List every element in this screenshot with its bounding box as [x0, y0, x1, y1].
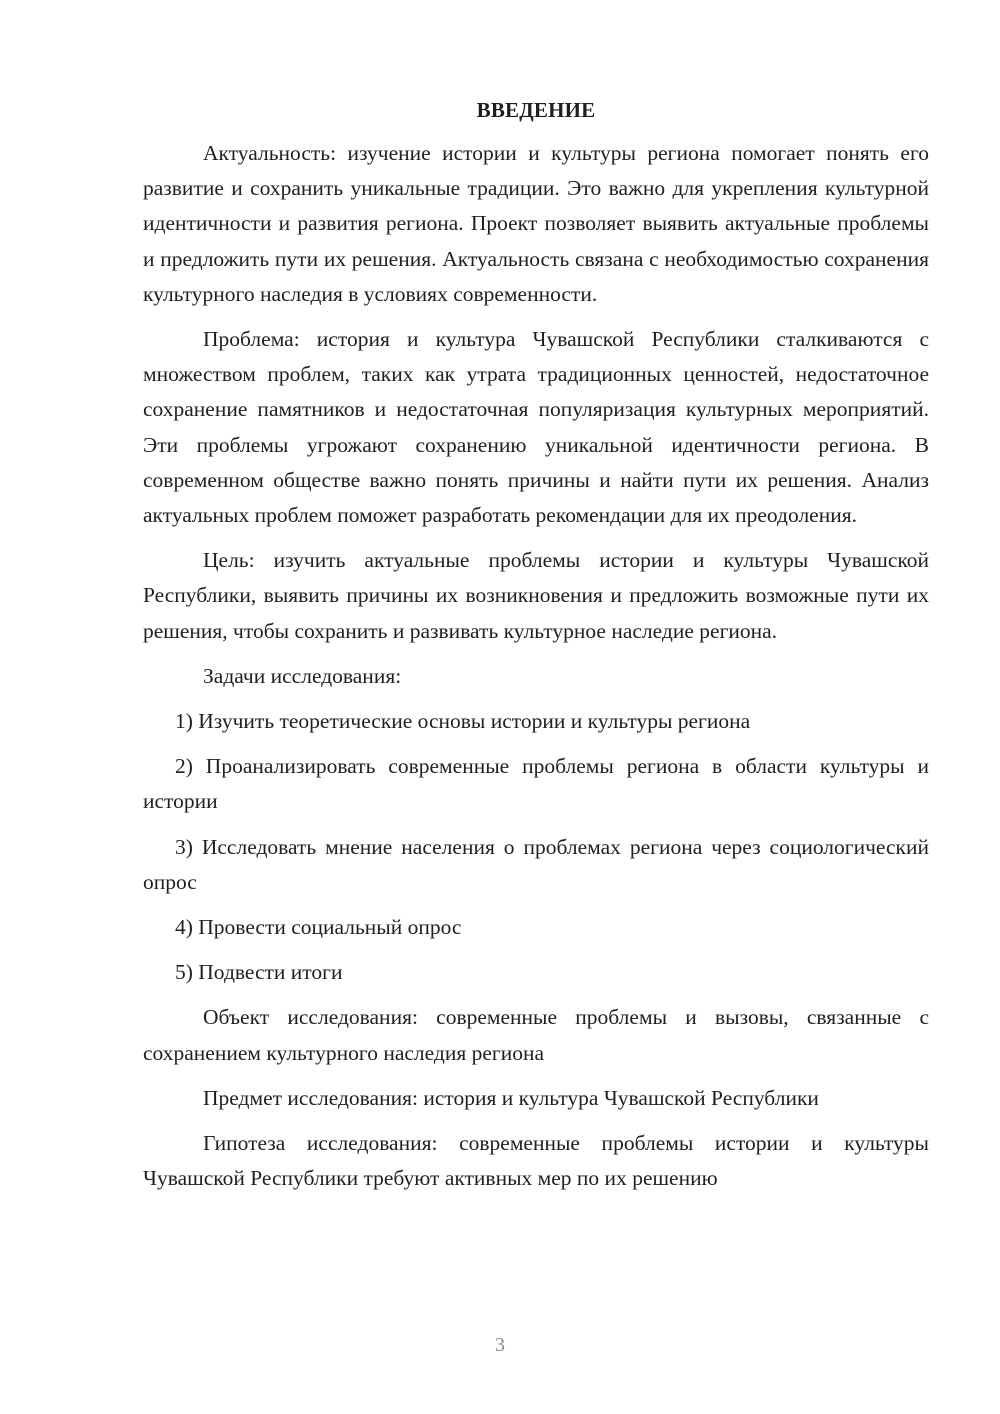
- page-title: ВВЕДЕНИЕ: [476, 98, 596, 122]
- relevance-paragraph: Актуальность: изучение истории и культуры региона помогает понять его развитие и сохранить уникальные традиции. Это важно для укрепления культурной идентичности и развития региона. Проект позволяет выявить актуальные проблемы и предложить пути их решения. Актуальность связана с необходимостью сохранения культурного наследия в условиях современности.: [143, 141, 929, 306]
- problem-paragraph: Проблема: история и культура Чувашской Республики сталкиваются с множеством проблем, таких как утрата традиционных ценностей, недостаточное сохранение памятников и недостаточная популяризация культурных мероприятий. Эти проблемы угрожают сохранению уникальной идентичности региона. В современном обществе важно понять причины и найти пути их решения. Анализ актуальных проблем поможет разработать рекомендации для их преодоления.: [143, 327, 929, 528]
- task-item-4: 4) Провести социальный опрос: [175, 915, 462, 940]
- goal-paragraph: Цель: изучить актуальные проблемы истории и культуры Чувашской Республики, выявить причины их возникновения и предложить возможные пути их решения, чтобы сохранить и развивать культурное наследие региона.: [143, 548, 929, 643]
- task-item-1: 1) Изучить теоретические основы истории и культуры региона: [175, 709, 751, 734]
- page-content: [143, 96, 929, 1206]
- task-item-5: 5) Подвести итоги: [175, 960, 343, 985]
- subject-paragraph: Предмет исследования: история и культура Чувашской Республики: [203, 1085, 819, 1110]
- tasks-heading: Задачи исследования:: [203, 663, 402, 688]
- object-paragraph: Объект исследования: современные проблемы и вызовы, связанные с сохранением культурного наследия региона: [143, 1005, 929, 1065]
- hypothesis-paragraph: Гипотеза исследования: современные проблемы истории и культуры Чувашской Республики требуют активных мер по их решению: [143, 1131, 929, 1191]
- page-number: 3: [495, 1334, 505, 1356]
- task-item-2: 2) Проанализировать современные проблемы региона в области культуры и истории: [143, 754, 929, 814]
- task-item-3: 3) Исследовать мнение населения о проблемах региона через социологический опрос: [143, 834, 929, 894]
